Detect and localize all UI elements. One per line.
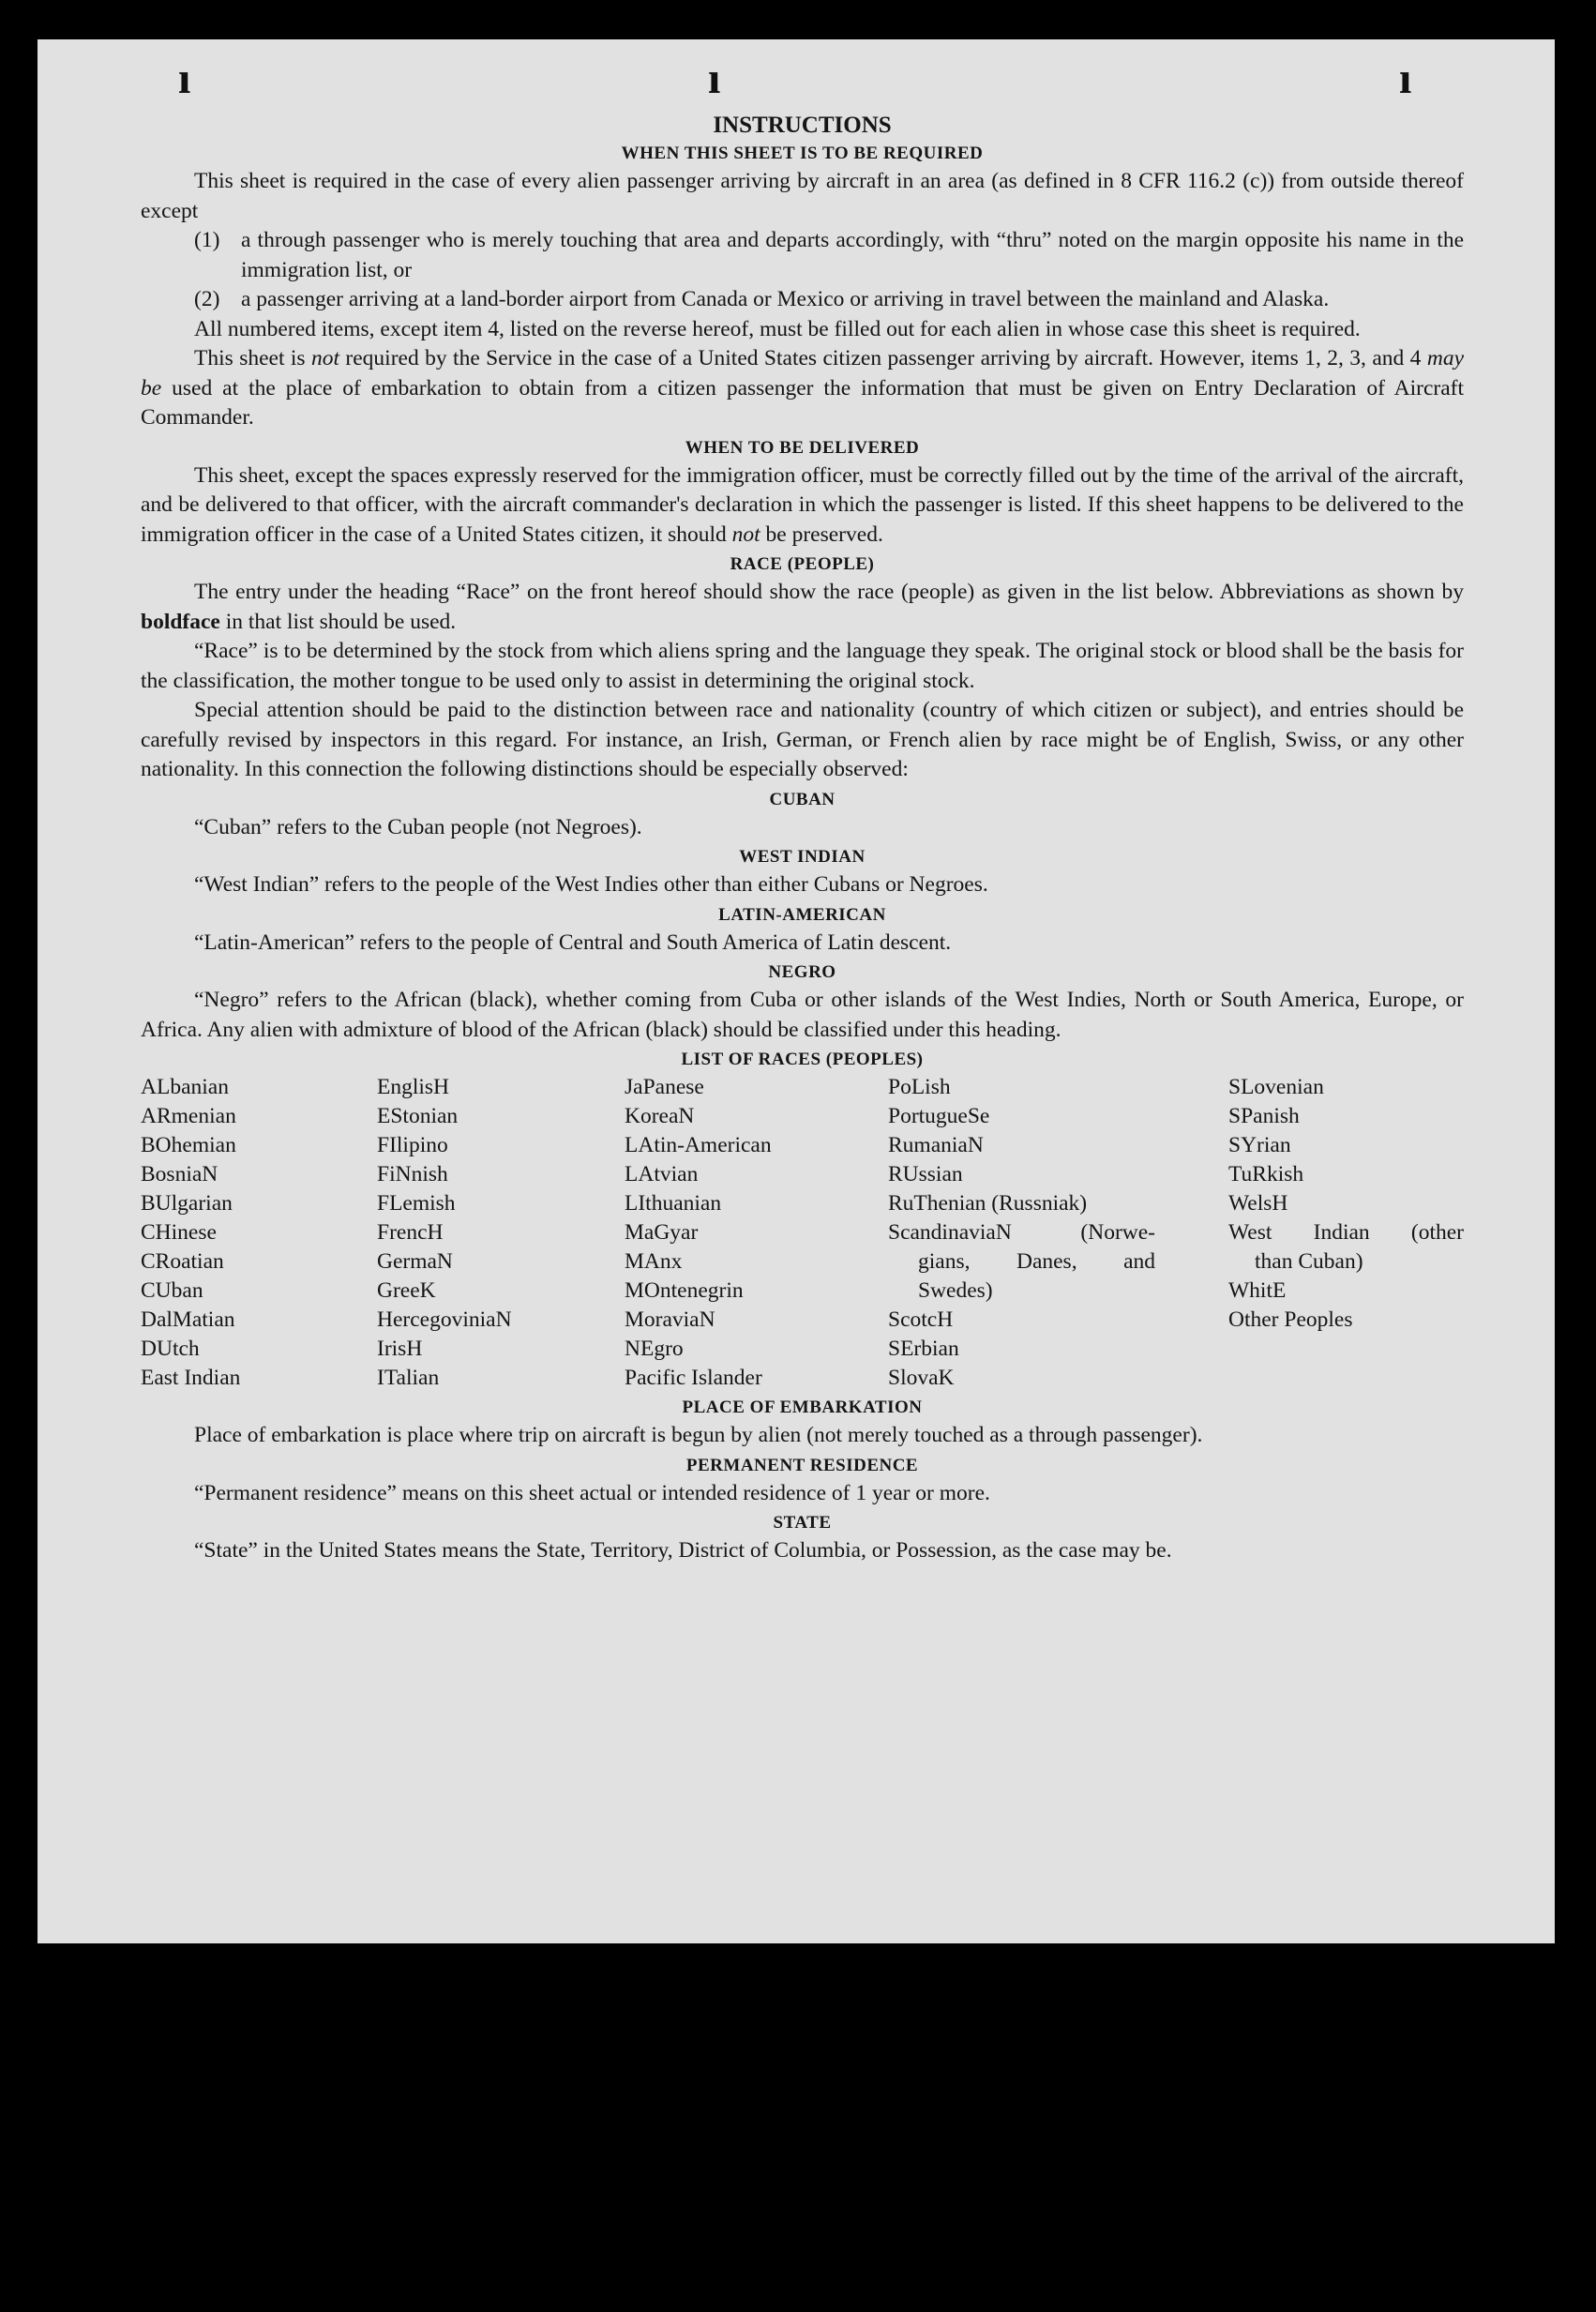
race-entry: PortugueSe: [888, 1104, 990, 1128]
race-entry: LIthuanian: [625, 1191, 722, 1216]
race-entry: FrencH: [377, 1220, 444, 1245]
item-text: a passenger arriving at a land-border airport from Canada or Mexico or arriving in travel between the mainland and Alaska.: [241, 287, 1330, 311]
heading-when-delivered: WHEN TO BE DELIVERED: [685, 437, 920, 458]
race-entry: East Indian: [141, 1366, 241, 1390]
race-entry: JaPanese: [625, 1075, 704, 1099]
heading-cuban: CUBAN: [769, 789, 836, 809]
race-entry: IrisH: [377, 1337, 423, 1361]
heading-when-required: WHEN THIS SHEET IS TO BE REQUIRED: [621, 144, 984, 163]
residence-text: “Permanent residence” means on this sheet actual or intended residence of 1 year or more.: [194, 1480, 990, 1505]
race-entry: MOntenegrin: [625, 1278, 744, 1303]
race-entry: MAnx: [625, 1249, 683, 1274]
race-entry: MaGyar: [625, 1220, 699, 1245]
race-paragraph-3: Special attention should be paid to the distinction between race and nationality (country of which citizen or subject), and entries should be carefully revised by inspectors in this regard. For instance, an Irish, German, or French alien by race might be of English, Swiss, or any other nationality. In this connection the following distinctions should be especially observed:: [141, 698, 1464, 781]
negro-text: “Negro” refers to the African (black), whether coming from Cuba or other islands of the West Indies, North or South America, Europe, or Africa. Any alien with admixture of blood of the African (black) should be classified under this heading.: [141, 988, 1464, 1042]
race-paragraph-2: “Race” is to be determined by the stock from which aliens spring and the language they speak. The original stock or blood shall be the basis for the classification, the mother tongue to be used only to assist in determining the original stock.: [141, 639, 1464, 693]
mark-center: ı: [708, 53, 721, 103]
item-text: a through passenger who is merely touching that area and departs accordingly, with “thru” noted on the margin opposite his name in the immigration list, or: [241, 228, 1464, 282]
race-entry: ALbanian: [141, 1075, 229, 1099]
race-entry: SYrian: [1228, 1133, 1291, 1157]
races-column-2: [377, 1073, 625, 1393]
mark-right: ı: [1399, 53, 1412, 103]
page-title: INSTRUCTIONS: [713, 113, 892, 138]
citizen-paragraph: This sheet is not required by the Service in the case of a United States citizen passenger arriving by aircraft. However, items 1, 2, 3, and 4 may be used at the place of embarkation to obtain from a citizen passenger the information that must be given on Entry Declaration of Aircraft Commander.: [141, 346, 1464, 430]
document-page: [38, 39, 1555, 1943]
race-entry: ITalian: [377, 1366, 440, 1390]
race-entry: ScotcH: [888, 1307, 954, 1332]
list-item: [141, 285, 1464, 315]
numbered-items-paragraph: All numbered items, except item 4, listed on the reverse hereof, must be filled out for each alien in whose case this sheet is required.: [194, 316, 1361, 341]
race-entry: CHinese: [141, 1220, 217, 1245]
race-entry: SLovenian: [1228, 1075, 1324, 1099]
item-number: (2): [194, 287, 220, 311]
race-entry: CUban: [141, 1278, 203, 1303]
race-entry: LAtin-American: [625, 1133, 772, 1157]
list-item: [141, 226, 1464, 285]
heading-race: RACE (PEOPLE): [730, 554, 875, 574]
race-entry: DUtch: [141, 1337, 200, 1361]
races-table: [141, 1073, 1464, 1393]
item-number: (1): [194, 228, 220, 252]
heading-state: STATE: [773, 1513, 832, 1533]
race-entry: BosniaN: [141, 1162, 218, 1186]
race-entry: FLemish: [377, 1191, 456, 1216]
race-entry: SPanish: [1228, 1104, 1300, 1128]
cuban-text: “Cuban” refers to the Cuban people (not Negroes).: [194, 814, 642, 839]
heading-west-indian: WEST INDIAN: [739, 847, 866, 867]
race-entry: Other Peoples: [1228, 1307, 1353, 1332]
race-entry: RUssian: [888, 1162, 963, 1186]
race-entry: CRoatian: [141, 1249, 224, 1274]
race-entry: SErbian: [888, 1337, 959, 1361]
races-column-3: [625, 1073, 888, 1393]
race-entry: GermaN: [377, 1249, 453, 1274]
race-entry: GreeK: [377, 1278, 436, 1303]
heading-latin-american: LATIN-AMERICAN: [718, 904, 886, 925]
race-entry: WelsH: [1228, 1191, 1288, 1216]
race-entry: ARmenian: [141, 1104, 236, 1128]
heading-negro: NEGRO: [768, 962, 836, 982]
race-entry: EnglisH: [377, 1075, 450, 1099]
race-entry: FiNnish: [377, 1162, 448, 1186]
race-entry: DalMatian: [141, 1307, 235, 1332]
race-entry: RuThenian (Russniak): [888, 1191, 1088, 1216]
race-entry: KoreaN: [625, 1104, 695, 1128]
race-entry: TuRkish: [1228, 1162, 1304, 1186]
race-entry-scandinavian: ScandinaviaN (Norwe- gians, Danes, and Swedes): [888, 1220, 1155, 1303]
race-entry: MoraviaN: [625, 1307, 715, 1332]
race-entry: EStonian: [377, 1104, 459, 1128]
races-column-1: [141, 1073, 377, 1393]
race-entry: RumaniaN: [888, 1133, 984, 1157]
delivered-paragraph: This sheet, except the spaces expressly reserved for the immigration officer, must be correctly filled out by the time of the arrival of the aircraft, and be delivered to that officer, with the aircraft commander's declaration in which the passenger is listed. If this sheet happens to be delivered to the immigration officer in the case of a United States citizen, it should not be preserved.: [141, 462, 1464, 547]
race-entry: BOhemian: [141, 1133, 236, 1157]
embarkation-text: Place of embarkation is place where trip on aircraft is begun by alien (not merely touched as a through passenger).: [194, 1423, 1203, 1447]
race-entry: WhitE: [1228, 1278, 1287, 1303]
races-column-5: [1228, 1073, 1464, 1393]
west-indian-text: “West Indian” refers to the people of the West Indies other than either Cubans or Negroes.: [194, 872, 988, 897]
race-entry: HercegoviniaN: [377, 1307, 512, 1332]
race-entry: PoLish: [888, 1075, 951, 1099]
heading-permanent-residence: PERMANENT RESIDENCE: [685, 1455, 919, 1475]
race-entry: LAtvian: [625, 1162, 699, 1186]
race-entry-west-indian: West Indian (other than Cuban): [1228, 1220, 1464, 1274]
race-entry: BUlgarian: [141, 1191, 233, 1216]
races-column-4: [888, 1073, 1228, 1393]
heading-list-of-races: LIST OF RACES (PEOPLES): [681, 1050, 924, 1069]
punch-marks: [38, 53, 1555, 113]
heading-embarkation: PLACE OF EMBARKATION: [682, 1398, 923, 1417]
race-entry: SlovaK: [888, 1366, 955, 1390]
race-paragraph-1: The entry under the heading “Race” on the front hereof should show the race (people) as given in the list below. Abbreviations as shown by boldface in that list should be used.: [141, 580, 1464, 634]
latin-american-text: “Latin-American” refers to the people of Central and South America of Latin descent.: [194, 929, 952, 955]
mark-left: ı: [178, 53, 191, 103]
required-paragraph: This sheet is required in the case of every alien passenger arriving by aircraft in an area (as defined in 8 CFR 116.2 (c)) from outside thereof except: [141, 169, 1464, 223]
race-entry: FIlipino: [377, 1133, 448, 1157]
state-text: “State” in the United States means the State, Territory, District of Columbia, or Possession, as the case may be.: [194, 1538, 1172, 1563]
race-entry: Pacific Islander: [625, 1366, 762, 1390]
race-entry: NEgro: [625, 1337, 684, 1361]
